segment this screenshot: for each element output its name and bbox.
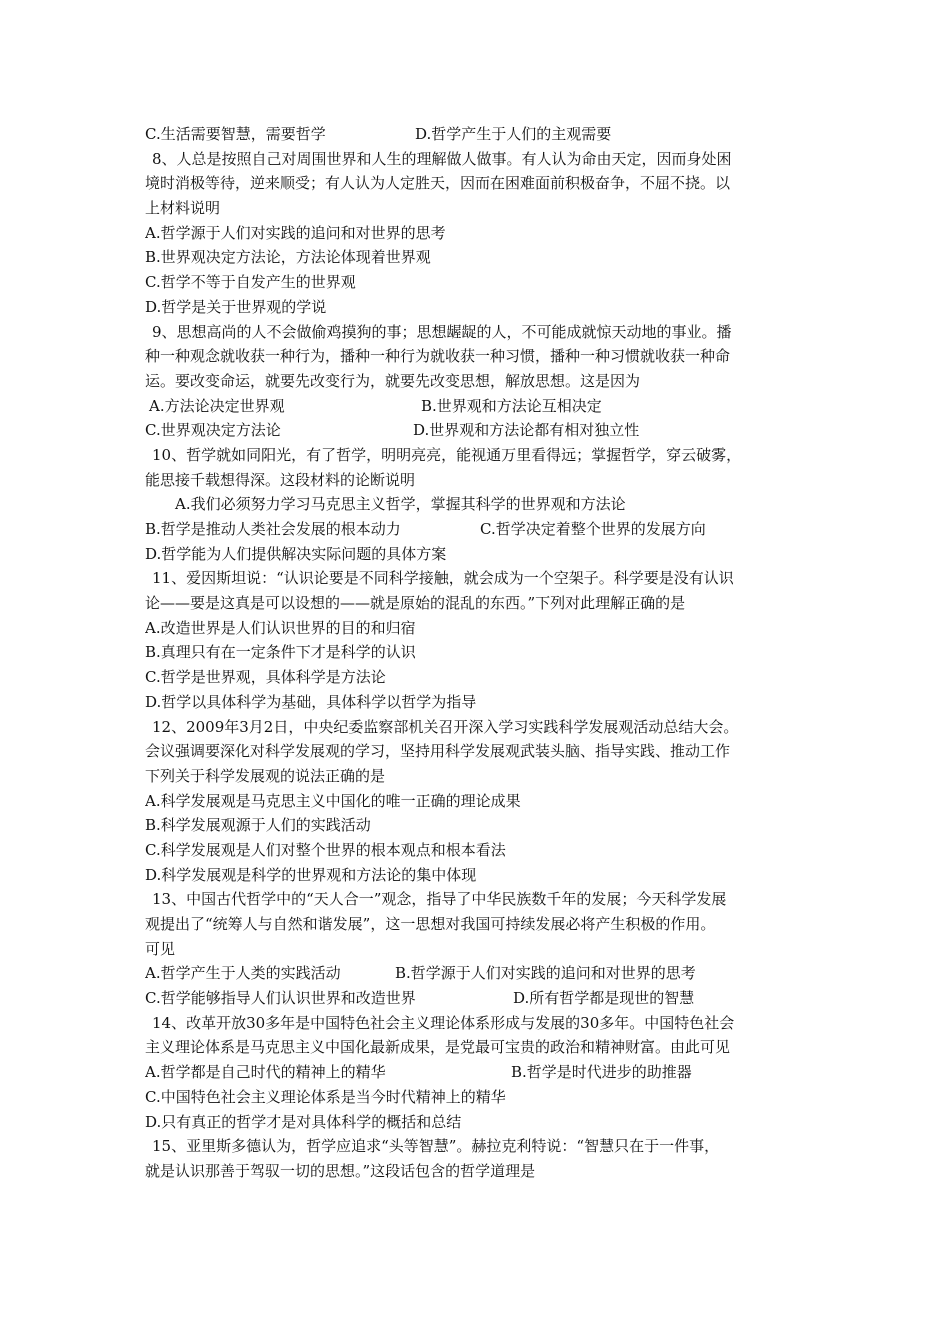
option-right: D.世界观和方法论都有相对独立性 (413, 421, 640, 440)
option-line: D.只有真正的哲学才是对具体科学的概括和总结 (145, 1112, 462, 1131)
question-text: 能思接千载想得深。这段材料的论断说明 (145, 470, 416, 489)
option-row (145, 394, 815, 419)
option-right: B.哲学是时代进步的助推器 (511, 1063, 692, 1082)
option-line: D.哲学能为人们提供解决实际问题的具体方案 (145, 544, 447, 563)
document-page (145, 122, 815, 1184)
question-text: 运。要改变命运，就要先改变行为，就要先改变思想，解放思想。这是因为 (145, 371, 641, 390)
question-stem: 8、人总是按照自己对周围世界和人生的理解做人做事。有人认为命由天定，因而身处困 (152, 149, 732, 168)
option-left: C.生活需要智慧，需要哲学 (145, 125, 326, 143)
option-line: D.哲学是关于世界观的学说 (145, 297, 327, 316)
question-text: 观提出了“统筹人与自然和谐发展”，这一思想对我国可持续发展必将产生积极的作用。 (145, 915, 716, 933)
question-stem: 14、改革开放30多年是中国特色社会主义理论体系形成与发展的30多年。中国特色社会 (152, 1013, 735, 1032)
question-stem: 10、哲学就如同阳光，有了哲学，明明亮亮，能视通万里看得远；掌握哲学，穿云破雾， (152, 445, 742, 464)
option-row (145, 418, 815, 443)
option-line: D.科学发展观是科学的世界观和方法论的集中体现 (145, 865, 477, 884)
option-row (145, 986, 815, 1011)
option-line: B.世界观决定方法论，方法论体现着世界观 (145, 248, 431, 267)
option-left: A.哲学都是自己时代的精神上的精华 (145, 1063, 386, 1082)
question-stem: 12、2009年3月2日，中央纪委监察部机关召开深入学习实践科学发展观活动总结大会。 (152, 717, 739, 736)
option-line: B.科学发展观源于人们的实践活动 (145, 816, 371, 835)
question-stem: 9、思想高尚的人不会做偷鸡摸狗的事；思想龌龊的人，不可能成就惊天动地的事业。播 (152, 322, 732, 341)
option-left: A.哲学产生于人类的实践活动 (145, 964, 341, 983)
option-left: A.方法论决定世界观 (149, 396, 285, 415)
option-right: D.哲学产生于人们的主观需要 (415, 125, 612, 143)
option-line: D.哲学以具体科学为基础，具体科学以哲学为指导 (145, 692, 477, 711)
option-right: D.所有哲学都是现世的智慧 (513, 989, 695, 1008)
option-line: B.真理只有在一定条件下才是科学的认识 (145, 643, 416, 662)
option-right: B.哲学源于人们对实践的追问和对世界的思考 (395, 964, 696, 983)
option-row (145, 517, 815, 542)
question-text: 主义理论体系是马克思主义中国化最新成果，是党最可宝贵的政治和精神财富。由此可见 (145, 1038, 731, 1057)
option-left: B.哲学是推动人类社会发展的根本动力 (145, 520, 401, 538)
option-left: C.世界观决定方法论 (145, 421, 281, 440)
option-right: C.哲学决定着整个世界的发展方向 (480, 520, 706, 538)
option-line: A.哲学源于人们对实践的追问和对世界的思考 (145, 223, 446, 242)
question-text: 会议强调要深化对科学发展观的学习，坚持用科学发展观武装头脑、指导实践、推动工作 (145, 742, 731, 761)
question-text: 可见 (145, 939, 176, 958)
option-right: B.世界观和方法论互相决定 (421, 396, 602, 415)
option-line: A.我们必须努力学习马克思主义哲学，掌握其科学的世界观和方法论 (175, 495, 626, 514)
option-line: C.科学发展观是人们对整个世界的根本观点和根本看法 (145, 840, 506, 859)
option-line: C.哲学是世界观，具体科学是方法论 (145, 668, 386, 687)
question-text: 就是认识那善于驾驭一切的思想。”这段话包含的哲学道理是 (145, 1161, 536, 1180)
option-line: A.科学发展观是马克思主义中国化的唯一正确的理论成果 (145, 791, 521, 810)
option-line: A.改造世界是人们认识世界的目的和归宿 (145, 618, 416, 637)
option-line: C.哲学不等于自发产生的世界观 (145, 273, 356, 292)
question-text: 上材料说明 (145, 199, 221, 218)
question-stem: 15、亚里斯多德认为，哲学应追求“头等智慧”。赫拉克利特说：“智慧只在于一件事， (152, 1137, 720, 1156)
question-stem: 13、中国古代哲学中的“天人合一”观念，指导了中华民族数千年的发展；今天科学发展 (152, 890, 727, 909)
option-left: C.哲学能够指导人们认识世界和改造世界 (145, 989, 416, 1008)
question-text: 境时消极等待，逆来顺受；有人认为人定胜天，因而在困难面前积极奋争，不屈不挠。以 (145, 174, 731, 193)
option-line: C.中国特色社会主义理论体系是当今时代精神上的精华 (145, 1087, 506, 1106)
option-row (145, 961, 815, 986)
option-row (145, 1060, 815, 1085)
question-text: 下列关于科学发展观的说法正确的是 (145, 766, 386, 785)
question-text: 论——要是这真是可以设想的——就是原始的混乱的东西。”下列对此理解正确的是 (145, 594, 686, 613)
question-stem: 11、爱因斯坦说：“认识论要是不同科学接触，就会成为一个空架子。科学要是没有认识 (152, 569, 734, 588)
option-row (145, 122, 815, 147)
question-text: 种一种观念就收获一种行为，播种一种行为就收获一种习惯，播种一种习惯就收获一种命 (145, 347, 731, 366)
